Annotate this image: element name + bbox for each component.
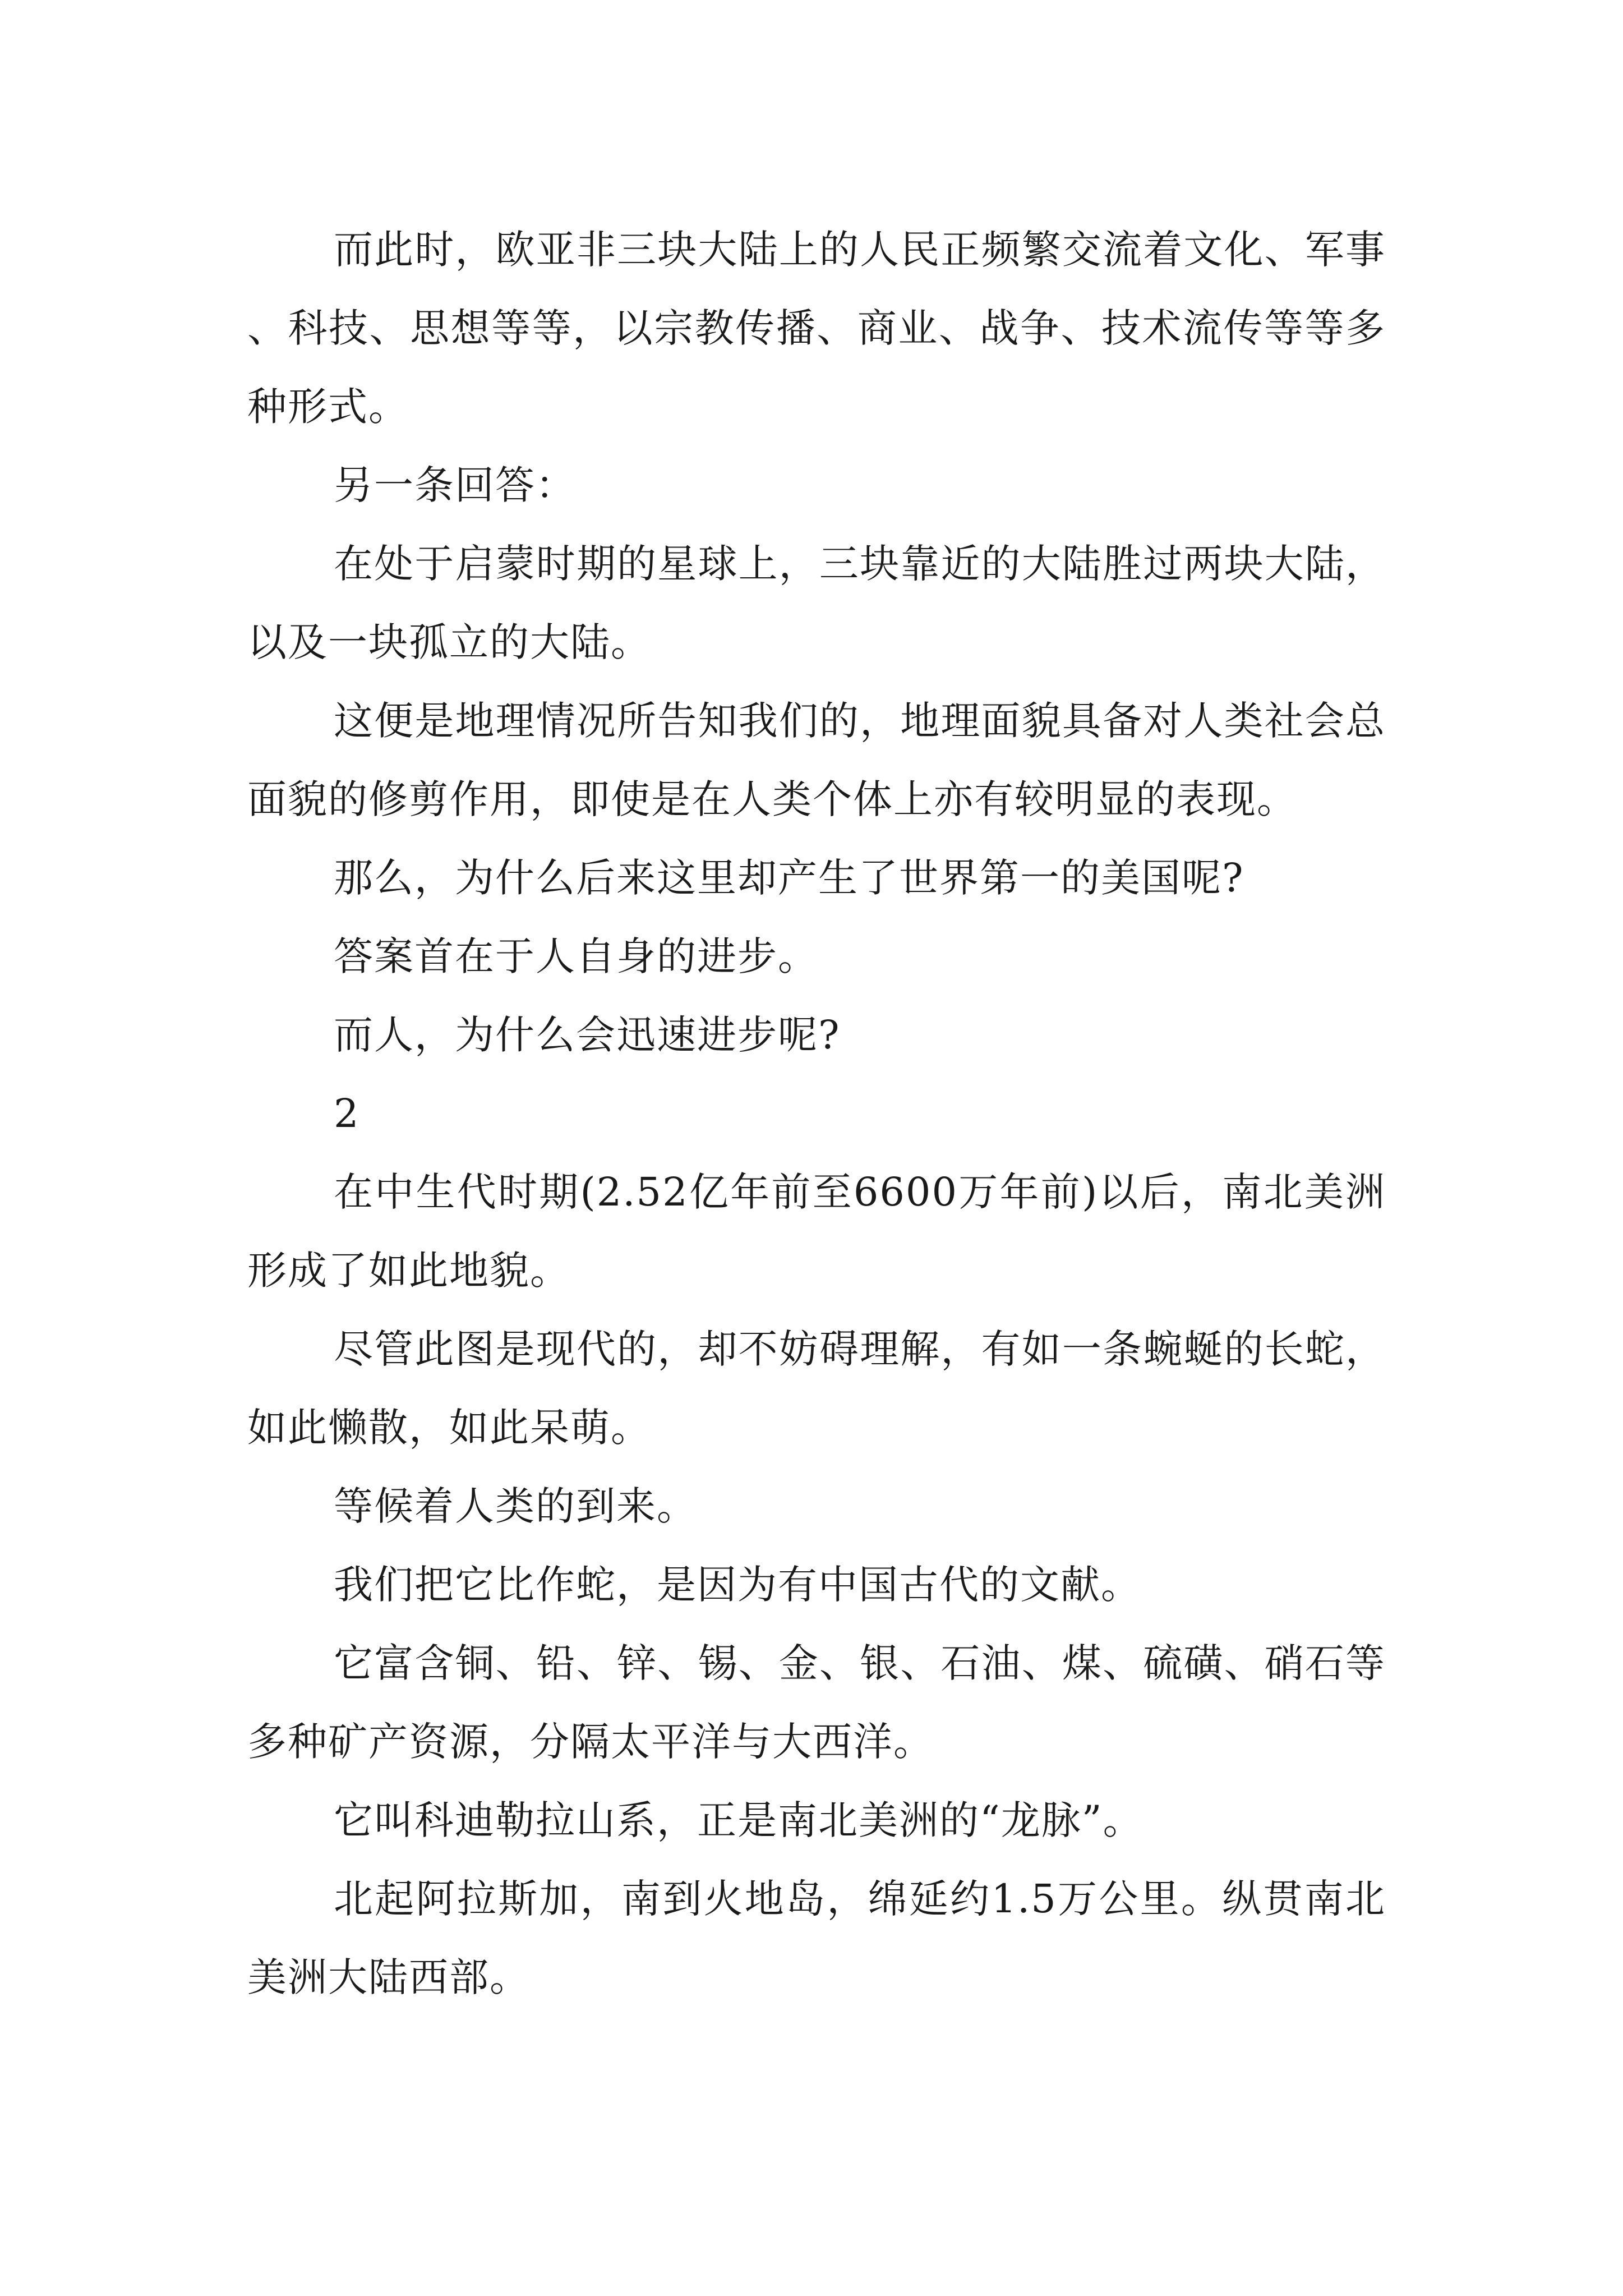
paragraph-9: 在中生代时期(2.52亿年前至6600万年前)以后，南北美洲形成了如此地貌。 <box>247 1169 1386 1294</box>
paragraph-13: 它富含铜、铅、锌、锡、金、银、石油、煤、硫磺、硝石等多种矿产资源，分隔太平洋与大西洋。 <box>247 1640 1386 1765</box>
paragraph-6: 答案首在于人自身的进步。 <box>334 933 818 979</box>
paragraph-12: 我们把它比作蛇，是因为有中国古代的文献。 <box>334 1562 1141 1608</box>
paragraph-10: 尽管此图是现代的，却不妨碍理解，有如一条蜿蜒的长蛇，如此懒散，如此呆萌。 <box>247 1326 1386 1451</box>
paragraph-3: 在处于启蒙时期的星球上，三块靠近的大陆胜过两块大陆，以及一块孤立的大陆。 <box>247 541 1386 665</box>
paragraph-4: 这便是地理情况所告知我们的，地理面貌具备对人类社会总面貌的修剪作用，即使是在人类个体上亦有较明显的表现。 <box>247 698 1386 822</box>
document-body <box>247 210 1386 2017</box>
paragraph-2: 另一条回答： <box>334 462 576 508</box>
paragraph-11: 等候着人类的到来。 <box>334 1483 697 1529</box>
paragraph-14: 它叫科迪勒拉山系，正是南北美洲的“龙脉”。 <box>334 1797 1144 1843</box>
section-number: 2 <box>334 1091 360 1137</box>
paragraph-7: 而人，为什么会迅速进步呢? <box>334 1012 841 1058</box>
paragraph-5: 那么，为什么后来这里却产生了世界第一的美国呢? <box>334 855 1244 901</box>
paragraph-1: 而此时，欧亚非三块大陆上的人民正频繁交流着文化、军事、科技、思想等等，以宗教传播、商业、战争、技术流传等等多种形式。 <box>247 227 1386 430</box>
paragraph-15: 北起阿拉斯加，南到火地岛，绵延约1.5万公里。纵贯南北美洲大陆西部。 <box>247 1876 1386 2000</box>
